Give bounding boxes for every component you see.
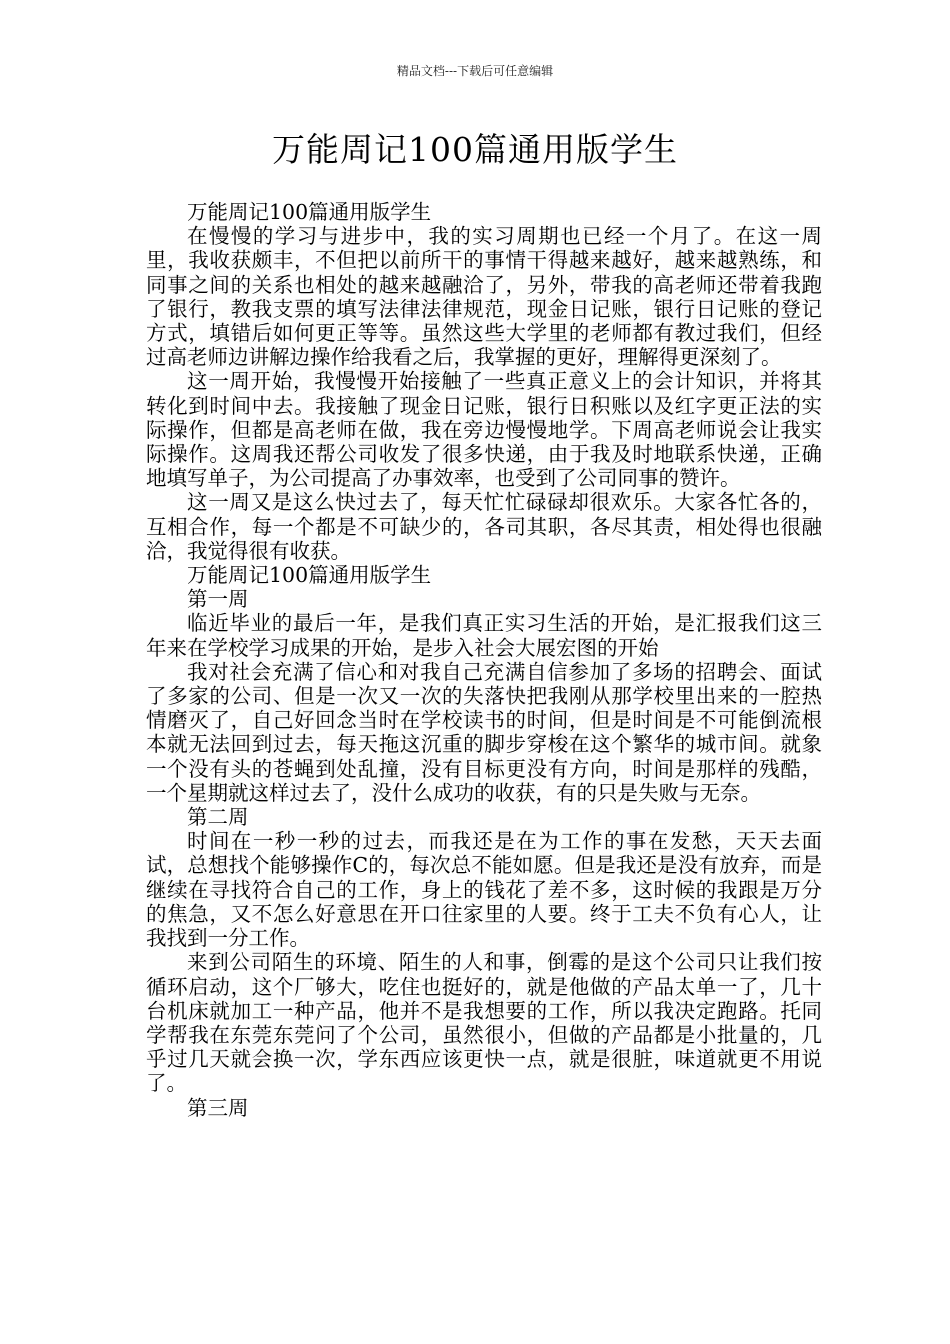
paragraph: 在慢慢的学习与进步中，我的实习周期也已经一个月了。在这一周里，我收获颇丰，不但把以前所干的事情干得越来越好，越来越熟练，和同事之间的关系也相处的越来越融洽了，另外，带我的高老师还带着我跑了银行，教我支票的填写法律法律规范，现金日记账，银行日记账的登记方式，填错后如何更正等等。虽然这些大学里的老师都有教过我们，但经过高老师边讲解边操作给我看之后，我掌握的更好，理解得更深刻了。 bbox=[146, 224, 822, 370]
section-heading-week-3: 第三周 bbox=[187, 1095, 249, 1120]
document-title: 万能周记100篇通用版学生 bbox=[272, 130, 678, 169]
paragraph: 时间在一秒一秒的过去，而我还是在为工作的事在发愁，天天去面试，总想找个能够操作C的，每次总不能如愿。但是我还是没有放弃，而是继续在寻找符合自己的工作，身上的钱花了差不多，这时候的我跟是万分的焦急，又不怎么好意思在开口往家里的人要。终于工夫不负有心人，让我找到一分工作。 bbox=[146, 829, 822, 951]
page-header-note: 精品文档---下载后可任意编辑 bbox=[396, 64, 554, 78]
section-heading-week-1: 第一周 bbox=[187, 587, 249, 612]
paragraph: 来到公司陌生的环境、陌生的人和事，倒霉的是这个公司只让我们按循环启动，这个厂够大，吃住也挺好的，就是他做的产品太单一了，几十台机床就加工一种产品，他并不是我想要的工作，所以我决定跑路。托同学帮我在东莞东莞问了个公司，虽然很小，但做的产品都是小批量的，几乎过几天就会换一次，学东西应该更快一点，就是很脏，味道就更不用说了。 bbox=[146, 950, 822, 1096]
paragraph: 我对社会充满了信心和对我自己充满自信参加了多场的招聘会、面试了多家的公司、但是一次又一次的失落快把我刚从那学校里出来的一腔热情磨灭了，自己好回念当时在学校读书的时间，但是时间是不可能倒流根本就无法回到过去，每天拖这沉重的脚步穿梭在这个繁华的城市间。就象一个没有头的苍蝇到处乱撞，没有目标更没有方向，时间是那样的残酷，一个星期就这样过去了，没什么成功的收获，有的只是失败与无奈。 bbox=[146, 659, 822, 805]
paragraph-subtitle: 万能周记100篇通用版学生 bbox=[187, 200, 432, 224]
section-heading-week-2: 第二周 bbox=[187, 805, 249, 830]
document-body bbox=[146, 200, 822, 1120]
paragraph: 这一周开始，我慢慢开始接触了一些真正意义上的会计知识，并将其转化到时间中去。我接触了现金日记账，银行日积账以及红字更正法的实际操作，但都是高老师在做，我在旁边慢慢地学。下周高老师说会让我实际操作。这周我还帮公司收发了很多快递，由于我及时地联系快递，正确地填写单子，为公司提高了办事效率，也受到了公司同事的赞许。 bbox=[146, 369, 822, 491]
paragraph-subtitle: 万能周记100篇通用版学生 bbox=[187, 563, 432, 588]
paragraph: 临近毕业的最后一年，是我们真正实习生活的开始，是汇报我们这三年来在学校学习成果的开始，是步入社会大展宏图的开始 bbox=[146, 611, 822, 660]
paragraph: 这一周又是这么快过去了，每天忙忙碌碌却很欢乐。大家各忙各的，互相合作，每一个都是不可缺少的，各司其职，各尽其责，相处得也很融洽，我觉得很有收获。 bbox=[146, 490, 822, 563]
